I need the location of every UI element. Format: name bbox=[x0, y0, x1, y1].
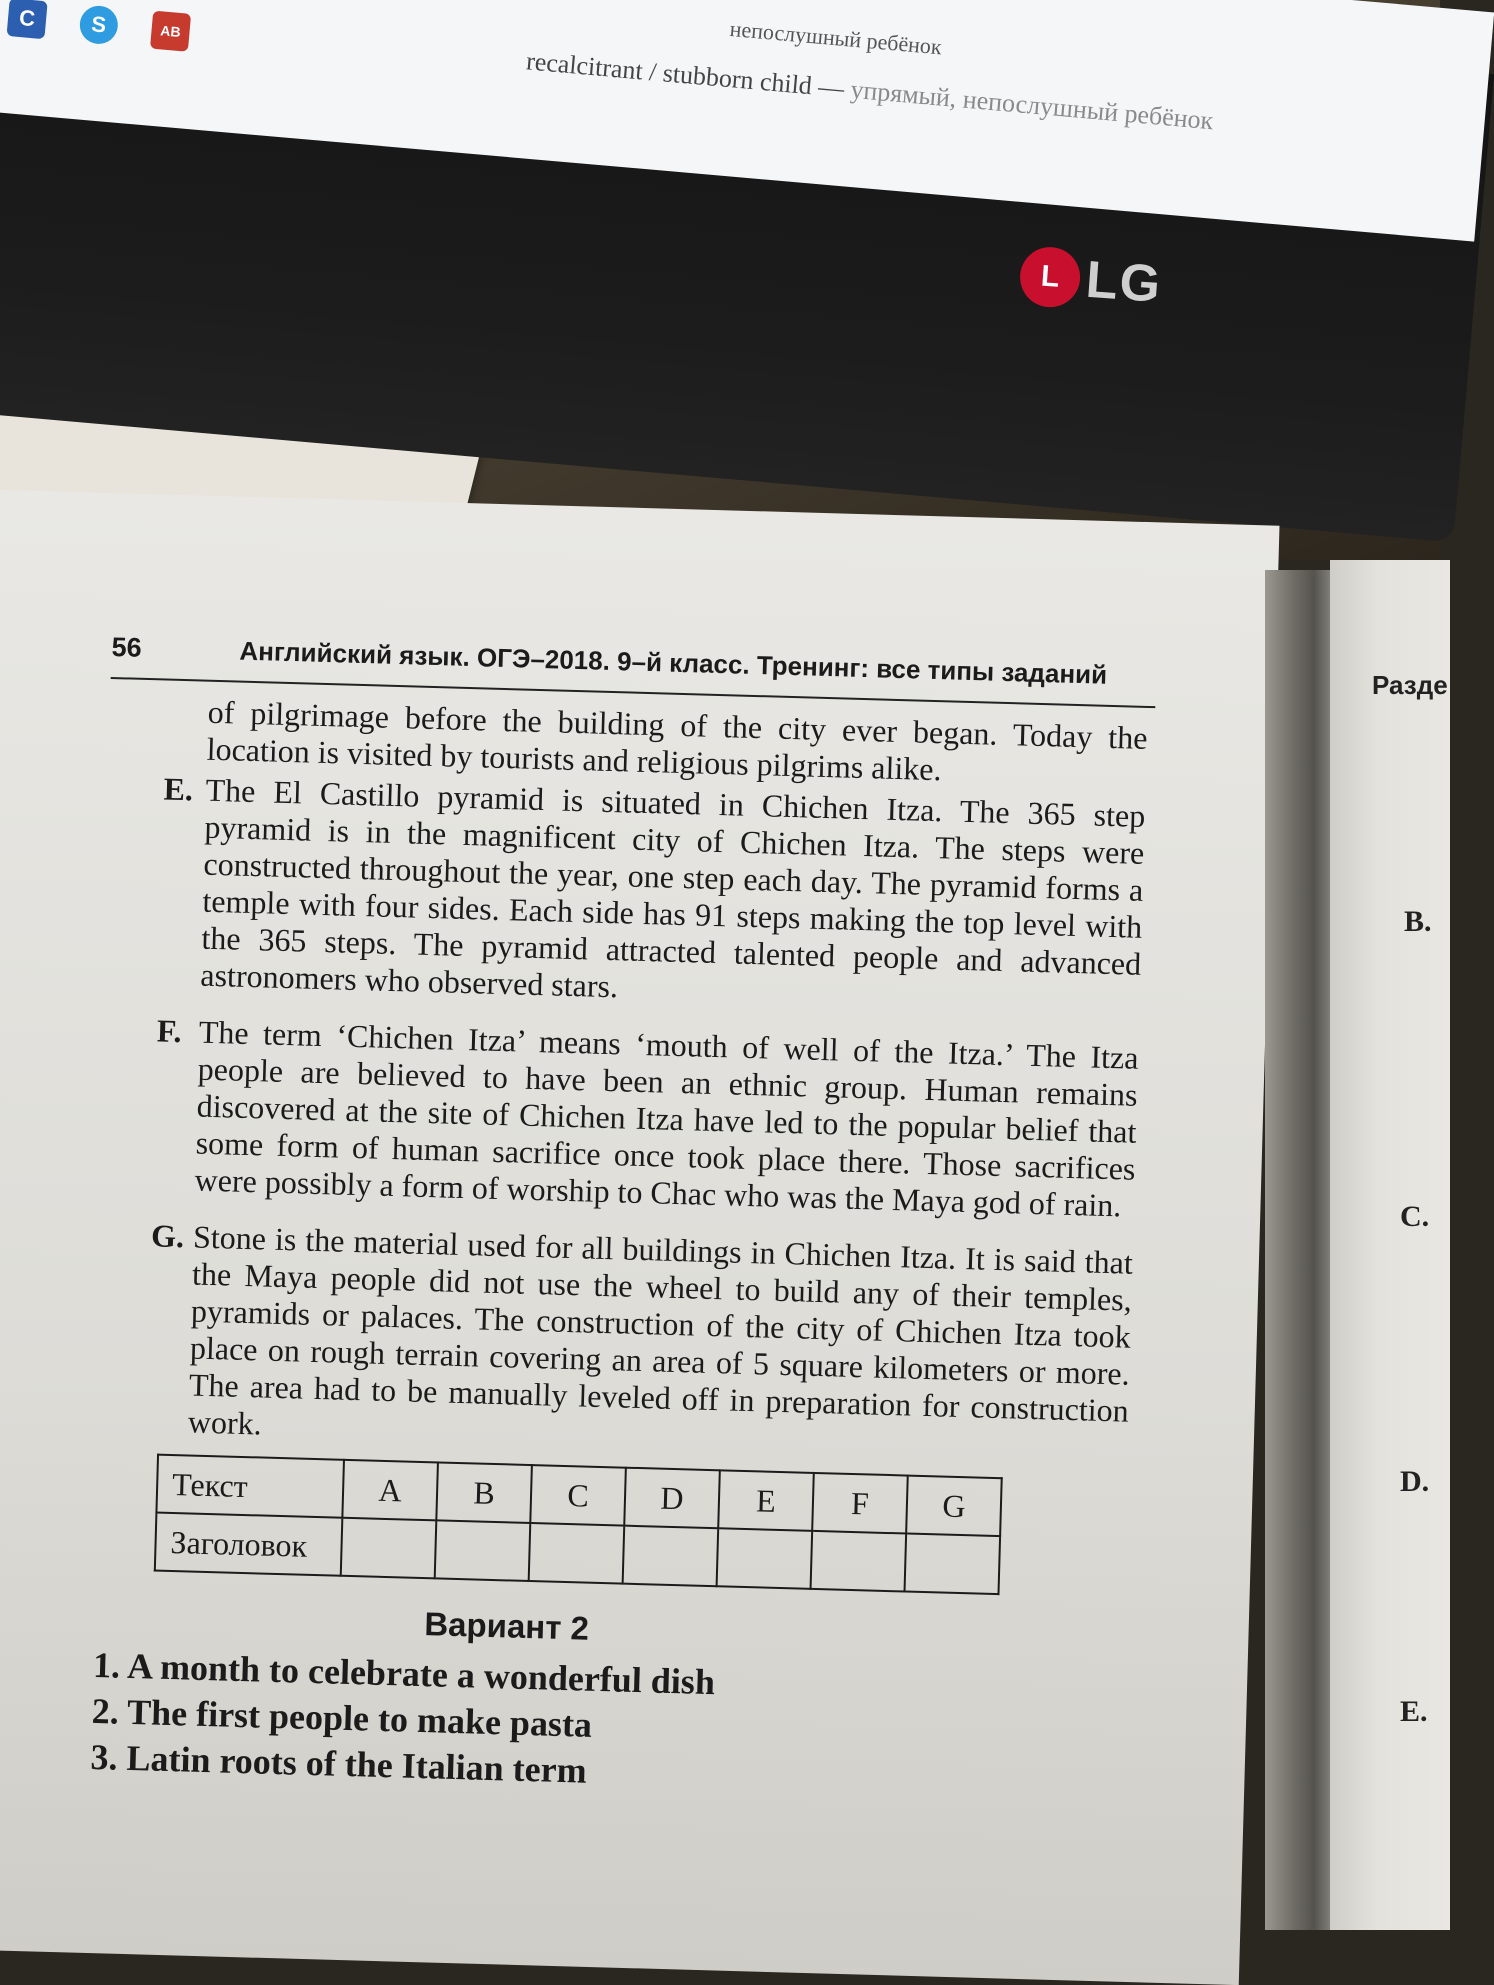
table-row-label: Заголовок bbox=[155, 1513, 343, 1576]
lg-logo bbox=[1018, 245, 1164, 315]
table-column-header: B bbox=[436, 1462, 532, 1523]
right-page-header: Разде bbox=[1372, 670, 1448, 700]
answer-table bbox=[154, 1454, 1003, 1596]
running-head: Английский язык. ОГЭ–2018. 9–й класс. Тренинг: все типы заданий bbox=[239, 635, 1108, 690]
answer-cell bbox=[529, 1523, 625, 1584]
table-column-header: A bbox=[342, 1460, 438, 1521]
table-column-header: E bbox=[718, 1470, 814, 1531]
answer-cell bbox=[435, 1520, 531, 1581]
table-column-header: G bbox=[906, 1476, 1002, 1537]
page-number: 56 bbox=[111, 632, 143, 663]
variant-title: Вариант 2 bbox=[423, 1605, 590, 1647]
answer-cell bbox=[623, 1526, 719, 1587]
item-letter: G. bbox=[150, 1217, 185, 1255]
screen-text-line: непослушный ребёнок bbox=[728, 15, 943, 60]
right-page-letter: B. bbox=[1404, 905, 1432, 938]
continuation-paragraph: of pilgrimage before the building of the city ever began. Today the location is visited by tourists and religious pilgrims alike. bbox=[206, 693, 1148, 788]
lg-logo-icon: L bbox=[1018, 245, 1082, 309]
item-text: The term ‘Chichen Itza’ means ‘mouth of well of the Itza.’ The Itza people are believed to have been an ethnic group. Human remains discovered at the site of Chichen Itza have led to the popular belief that some form of human sacrifice once took place there. Those sacrifices were possibly a form of worship to Chac who was the Maya god of rain. bbox=[194, 1013, 1140, 1224]
screen-text-line bbox=[525, 46, 1215, 136]
screen-toolbar bbox=[7, 0, 192, 52]
right-page-letter: D. bbox=[1400, 1465, 1430, 1498]
answer-cell bbox=[717, 1528, 813, 1589]
list-item: 2. The first people to make pasta bbox=[91, 1690, 593, 1745]
table-column-header: D bbox=[624, 1468, 720, 1529]
right-page-letter: C. bbox=[1400, 1200, 1430, 1233]
item-text: Stone is the material used for all buildings in Chichen Itza. It is said that the Maya people did not use the wheel to build any of their temples, pyramids or palaces. The construction of the city of Chichen Itza took place on rough terrain covering an area of 5 square kilometers or more. The area had to be manually leveled off in preparation for construction work. bbox=[187, 1218, 1134, 1442]
screen-translation: упрямый, непослушный ребёнок bbox=[849, 74, 1215, 136]
table-column-header: F bbox=[812, 1473, 908, 1534]
skype-icon[interactable]: S bbox=[78, 4, 119, 45]
page-content bbox=[80, 632, 1162, 1809]
screen-term: recalcitrant / stubborn child bbox=[525, 46, 814, 101]
table-column-header: C bbox=[530, 1465, 626, 1526]
item-text: The El Castillo pyramid is situated in Chichen Itza. The 365 step pyramid is in the magnificent city of Chichen Itza. The steps were constructed throughout the year, one step each day. The pyramid forms a temple with four sides. Each side has 91 steps making the top level with the 365 steps. The pyramid attracted talented people and advanced astronomers who observed stars. bbox=[199, 771, 1146, 1005]
table-row-label: Текст bbox=[156, 1455, 344, 1518]
answer-cell bbox=[341, 1518, 437, 1579]
right-page bbox=[1330, 560, 1450, 1930]
text-item-e bbox=[163, 770, 1146, 1020]
text-item-g bbox=[150, 1217, 1134, 1467]
text-item-f bbox=[156, 1012, 1140, 1225]
brand-text: LG bbox=[1083, 250, 1165, 314]
book-gutter bbox=[1265, 570, 1335, 1930]
list-item: 3. Latin roots of the Italian term bbox=[90, 1736, 588, 1791]
headings-list bbox=[90, 1642, 1133, 1809]
dictionary-icon[interactable]: AB bbox=[150, 11, 191, 52]
screen-dash: — bbox=[817, 71, 846, 104]
item-letter: F. bbox=[156, 1012, 182, 1050]
answer-cell bbox=[905, 1534, 1001, 1595]
calc-icon[interactable]: C bbox=[7, 0, 48, 39]
list-item: 1. A month to celebrate a wonderful dish bbox=[92, 1644, 716, 1703]
item-letter: E. bbox=[163, 770, 194, 808]
right-page-letter: E. bbox=[1400, 1695, 1428, 1728]
answer-cell bbox=[811, 1531, 907, 1592]
